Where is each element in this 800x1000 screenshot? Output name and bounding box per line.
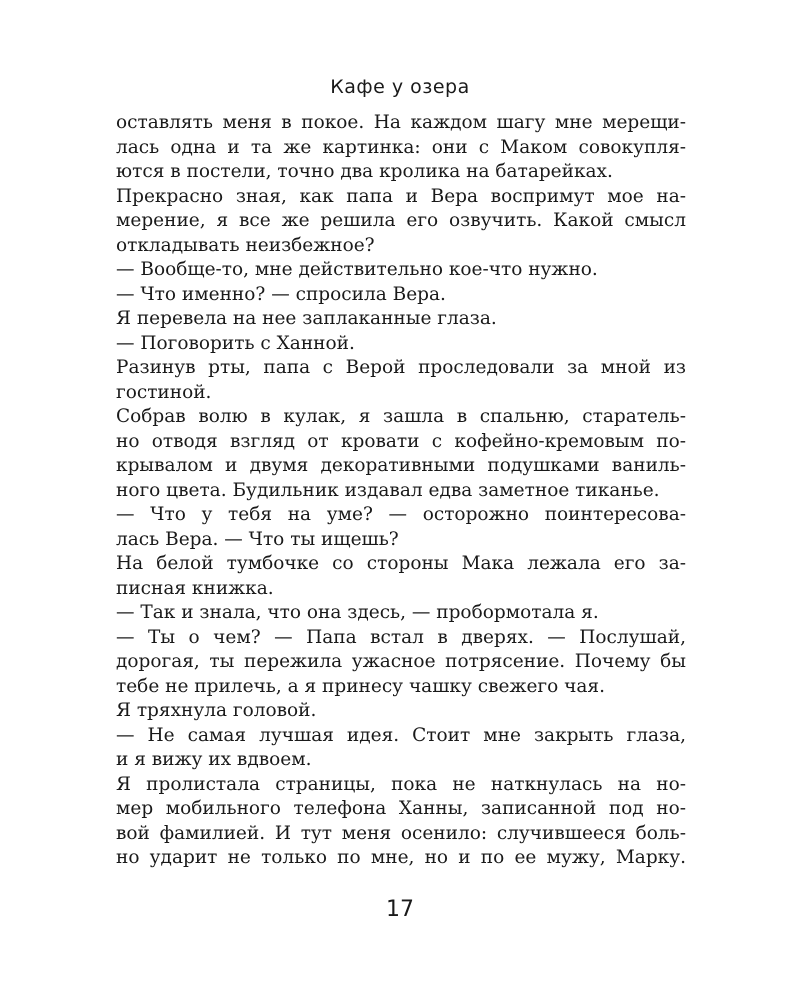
text-line: Я перевела на нее заплаканные глаза. [116, 308, 497, 329]
text-line: — Поговорить с Ханной. [116, 332, 355, 354]
text-line: — Не самая лучшая идея. Стоит мне закрыть глаза, [116, 724, 686, 746]
running-head: Кафе у озера [330, 76, 470, 98]
text-line: — Что именно? — спросила Вера. [116, 283, 446, 305]
text-line: ются в постели, точно два кролика на батарейках. [116, 161, 613, 182]
text-line: На белой тумбочке со стороны Мака лежала его за- [116, 553, 686, 574]
text-line: Я тряхнула головой. [116, 700, 317, 721]
text-line: Я пролистала страницы, пока не наткнулась на но- [116, 773, 686, 795]
text-line: крывалом и двумя декоративными подушками ваниль- [116, 455, 686, 476]
text-line: дорогая, ты пережила ужасное потрясение. Почему бы [116, 651, 686, 672]
text-line: — Так и знала, что она здесь, — пробормотала я. [116, 602, 599, 623]
text-line: но ударит не только по мне, но и по ее мужу, Марку. [116, 847, 686, 868]
page-number: 17 [386, 897, 414, 922]
text-line: Прекрасно зная, как папа и Вера воспримут мое на- [116, 185, 686, 207]
text-line: лась одна и та же картинка: они с Маком совокупля- [116, 136, 686, 158]
text-line: Разинув рты, папа с Верой проследовали за мной из [116, 357, 686, 378]
text-line: тебе не прилечь, а я принесу чашку свежего чая. [116, 675, 605, 697]
text-line: мер мобильного телефона Ханны, записанной под но- [116, 798, 686, 819]
text-line: оставлять меня в покое. На каждом шагу мне мерещи- [116, 112, 686, 133]
text-line: гостиной. [116, 381, 212, 403]
text-line: откладывать неизбежное? [116, 234, 375, 256]
text-line: — Что у тебя на уме? — осторожно поинтересова- [116, 504, 686, 525]
text-line: но отводя взгляд от кровати с кофейно-кремовым по- [116, 430, 686, 452]
body-text [116, 111, 686, 871]
text-line: — Вообще-то, мне действительно кое-что нужно. [116, 259, 598, 280]
text-line: Собрав волю в кулак, я зашла в спальню, старатель- [116, 406, 686, 427]
text-line: — Ты о чем? — Папа встал в дверях. — Послушай, [116, 626, 686, 648]
text-line: и я вижу их вдвоем. [116, 749, 312, 770]
text-line: ного цвета. Будильник издавал едва заметное тиканье. [116, 479, 660, 501]
text-line: вой фамилией. И тут меня осенило: случившееся боль- [116, 822, 686, 844]
text-line: лась Вера. — Что ты ищешь? [116, 528, 399, 550]
text-line: писная книжка. [116, 577, 274, 599]
text-line: мерение, я все же решила его озвучить. Какой смысл [116, 210, 686, 231]
